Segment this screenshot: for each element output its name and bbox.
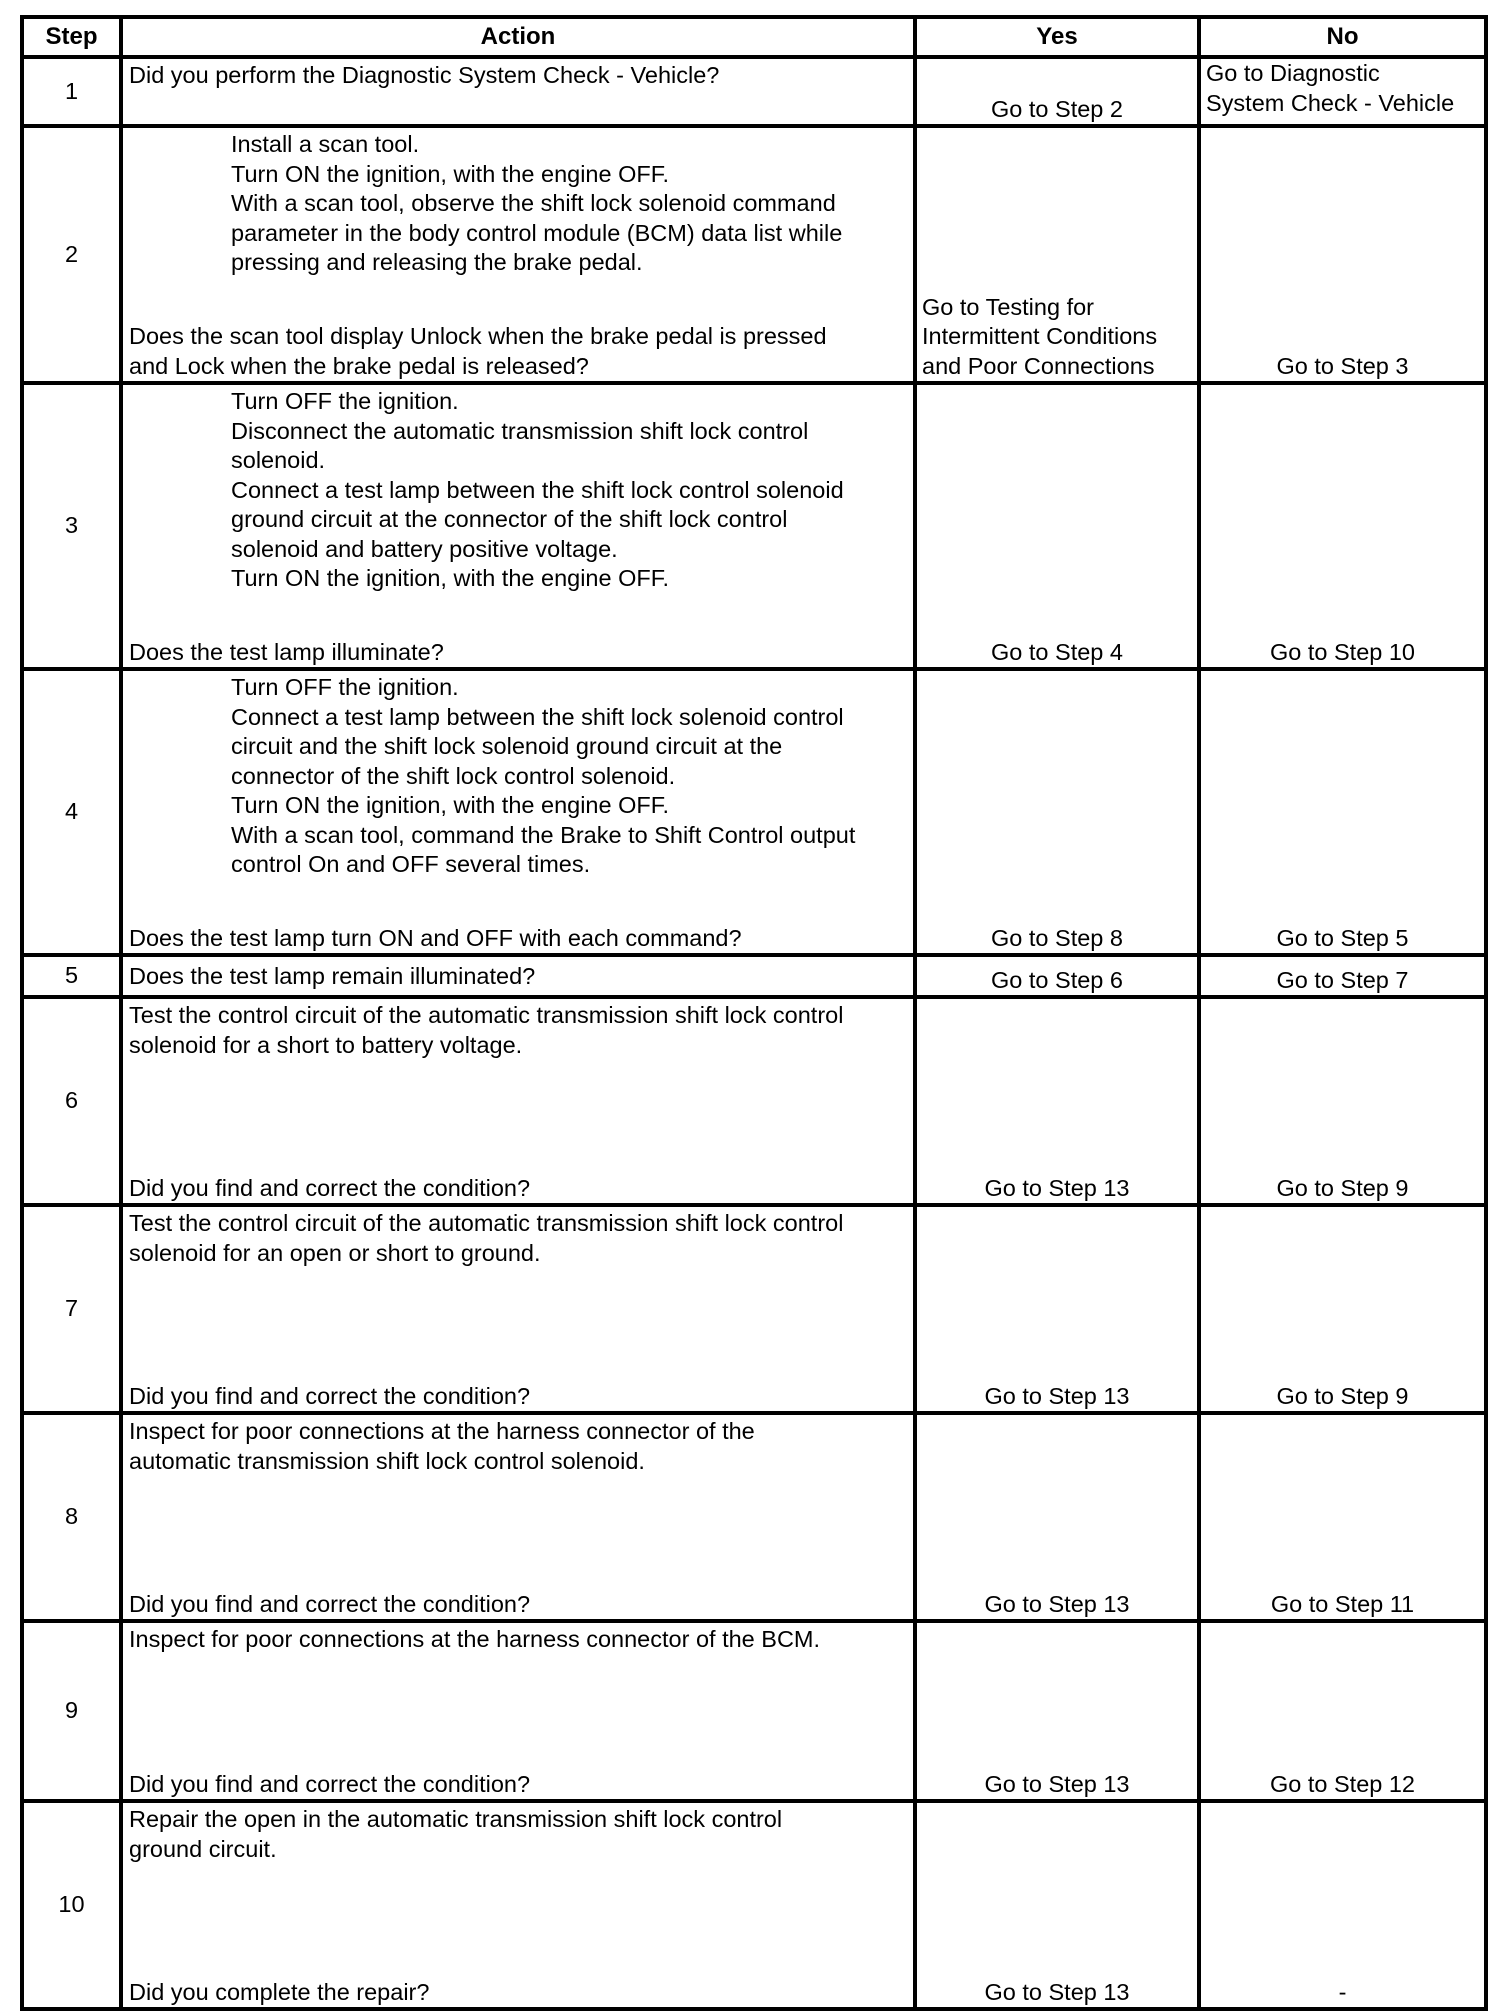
table-row [22,57,1486,126]
no-outcome-line: Go to Step 7 [1276,966,1409,993]
instruction-line: With a scan tool, command the Brake to Shift Control output [231,821,856,848]
instruction-line: Turn ON the ignition, with the engine OFF. [231,160,670,187]
instruction-line: automatic transmission shift lock control solenoid. [129,1447,645,1474]
yes-outcome-line: Go to Step 13 [984,1382,1130,1409]
action-question [129,1590,909,1620]
table-row [22,955,1486,997]
question-line: Did you perform the Diagnostic System Check - Vehicle? [129,62,720,88]
action-cell [121,57,915,126]
yes-outcome-line: Go to Step 6 [991,966,1123,993]
question-line: Does the test lamp illuminate? [129,638,444,665]
table-row [22,997,1486,1205]
action-question [129,962,909,992]
table-row [22,383,1486,669]
action-instructions [129,387,909,594]
action-cell [121,669,915,955]
no-outcome-line: Go to Step 9 [1276,1174,1409,1201]
yes-outcome-line: Go to Step 13 [984,1174,1130,1201]
step-number: 8 [22,1413,121,1621]
yes-outcome [915,126,1199,383]
action-cell [121,1801,915,2009]
no-outcome [1199,1621,1486,1801]
no-outcome [1199,1413,1486,1621]
instruction-line: pressing and releasing the brake pedal. [231,249,643,275]
no-outcome-line: Go to Step 3 [1276,352,1409,379]
yes-outcome [915,1621,1199,1801]
header-row [22,17,1486,57]
action-instructions [129,1625,909,1655]
table-row [22,126,1486,383]
instruction-line: Disconnect the automatic transmission shift lock control [231,417,809,444]
action-question [129,1770,909,1800]
table-row [22,1801,1486,2009]
yes-outcome-line: Go to Step 13 [984,1978,1130,2005]
yes-outcome-line: and Poor Connections [922,352,1155,379]
no-outcome [1199,669,1486,955]
question-line: Does the scan tool display Unlock when the brake pedal is pressed [129,323,827,349]
action-cell [121,997,915,1205]
yes-outcome [915,955,1199,997]
action-question [129,638,909,668]
instruction-line: Inspect for poor connections at the harness connector of the BCM. [129,1626,821,1652]
action-cell [121,955,915,997]
header-action: Action [121,17,915,57]
yes-outcome [915,57,1199,126]
no-outcome-line: Go to Step 12 [1269,1770,1416,1797]
yes-outcome [915,1413,1199,1621]
action-instructions [129,1209,909,1268]
yes-outcome-line: Go to Step 13 [984,1770,1130,1797]
action-cell [121,383,915,669]
step-number: 7 [22,1205,121,1413]
instruction-line: Turn ON the ignition, with the engine OFF. [231,792,670,818]
step-number: 4 [22,669,121,955]
yes-outcome-line: Go to Step 2 [991,95,1123,122]
yes-outcome [915,997,1199,1205]
question-line: Does the test lamp remain illuminated? [129,963,536,990]
instruction-line: control On and OFF several times. [231,851,591,877]
action-instructions [129,1001,909,1060]
action-question [129,1978,909,2008]
no-outcome-line: System Check - Vehicle [1206,89,1455,116]
action-cell [121,1413,915,1621]
header-step: Step [22,17,121,57]
no-outcome-line: Go to Diagnostic [1206,60,1380,86]
question-line: Did you complete the repair? [129,1978,430,2005]
table-row [22,669,1486,955]
no-outcome [1199,955,1486,997]
instruction-line: Test the control circuit of the automatic transmission shift lock control [129,1002,844,1028]
table-row [22,1621,1486,1801]
header-yes: Yes [915,17,1199,57]
yes-outcome-line: Go to Testing for [922,293,1094,320]
header-no: No [1199,17,1486,57]
instruction-line: Repair the open in the automatic transmission shift lock control [129,1806,783,1832]
no-outcome [1199,57,1486,126]
instruction-line: ground circuit. [129,1835,277,1862]
action-question [129,61,909,91]
step-number: 3 [22,383,121,669]
action-cell [121,1205,915,1413]
action-cell [121,126,915,383]
instruction-line: Connect a test lamp between the shift lock control solenoid [231,476,844,503]
yes-outcome [915,669,1199,955]
question-line: Does the test lamp turn ON and OFF with each command? [129,924,742,951]
action-cell [121,1621,915,1801]
instruction-line: solenoid and battery positive voltage. [231,535,618,562]
yes-outcome-line: Intermittent Conditions [922,323,1158,349]
question-line: Did you find and correct the condition? [129,1770,531,1797]
action-question [129,1174,909,1204]
step-number: 5 [22,955,121,997]
table-body [22,57,1486,2009]
question-line: and Lock when the brake pedal is released? [129,352,589,379]
step-number: 10 [22,1801,121,2009]
instruction-line: Turn OFF the ignition. [231,388,459,414]
no-outcome-line: Go to Step 9 [1276,1382,1409,1409]
instruction-line: parameter in the body control module (BCM) data list while [231,219,843,246]
instruction-line: circuit and the shift lock solenoid ground circuit at the [231,733,783,759]
instruction-line: solenoid for an open or short to ground. [129,1239,541,1266]
no-outcome [1199,997,1486,1205]
table-row [22,1205,1486,1413]
action-question [129,322,909,381]
question-line: Did you find and correct the condition? [129,1382,531,1409]
step-number: 2 [22,126,121,383]
instruction-line: Turn OFF the ignition. [231,674,459,700]
yes-outcome [915,1205,1199,1413]
instruction-line: Install a scan tool. [231,131,420,157]
instruction-line: Turn ON the ignition, with the engine OFF. [231,565,670,591]
yes-outcome [915,1801,1199,2009]
no-outcome [1199,126,1486,383]
instruction-line: Connect a test lamp between the shift lock solenoid control [231,703,844,730]
no-outcome-line: Go to Step 10 [1269,638,1416,665]
instruction-line: ground circuit at the connector of the shift lock control [231,506,788,532]
diagnostic-table [20,15,1488,2011]
no-outcome [1199,1205,1486,1413]
no-outcome-line: Go to Step 11 [1270,1590,1415,1617]
yes-outcome-line: Go to Step 8 [991,924,1123,951]
no-outcome [1199,1801,1486,2009]
question-line: Did you find and correct the condition? [129,1174,531,1201]
action-instructions [129,1805,909,1864]
table-row [22,1413,1486,1621]
instruction-line: With a scan tool, observe the shift lock solenoid command [231,190,836,216]
no-outcome [1199,383,1486,669]
action-instructions [129,1417,909,1476]
step-number: 1 [22,57,121,126]
instruction-line: solenoid for a short to battery voltage. [129,1031,523,1058]
step-number: 9 [22,1621,121,1801]
yes-outcome-line: Go to Step 4 [991,638,1123,665]
instruction-line: Inspect for poor connections at the harness connector of the [129,1418,755,1444]
action-question [129,924,909,954]
no-outcome-line: Go to Step 5 [1276,924,1409,951]
action-question [129,1382,909,1412]
yes-outcome-line: Go to Step 13 [984,1590,1130,1617]
no-outcome-line: - [1338,1978,1347,2005]
yes-outcome [915,383,1199,669]
instruction-line: Test the control circuit of the automatic transmission shift lock control [129,1210,844,1236]
instruction-line: solenoid. [231,447,326,473]
action-instructions [129,673,909,880]
instruction-line: connector of the shift lock control solenoid. [231,762,676,789]
step-number: 6 [22,997,121,1205]
action-instructions [129,130,909,278]
question-line: Did you find and correct the condition? [129,1590,531,1617]
